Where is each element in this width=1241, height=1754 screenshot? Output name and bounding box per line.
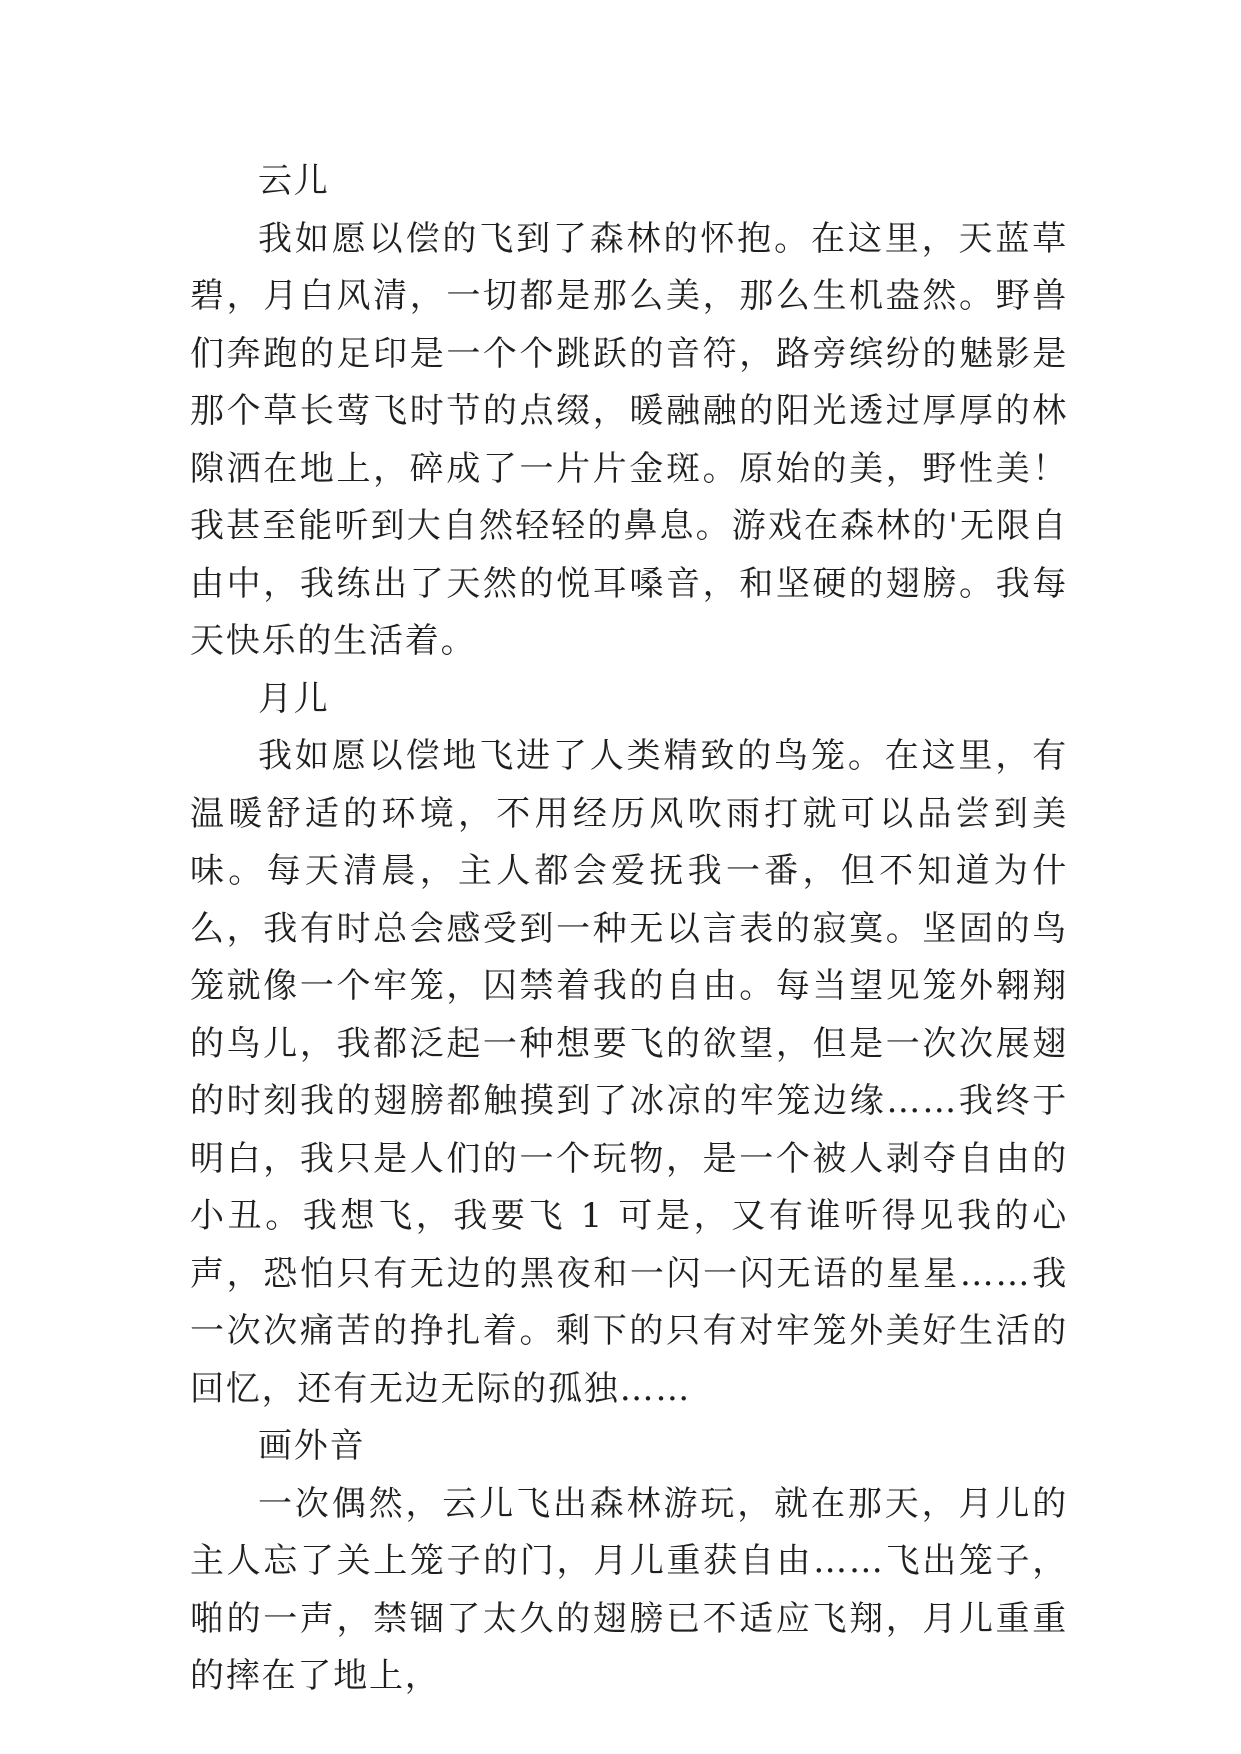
section-paragraph-voiceover: 一次偶然，云儿飞出森林游玩，就在那天，月儿的主人忘了关上笼子的门，月儿重获自由……飞出笼子，啪的一声，禁锢了太久的翅膀已不适应飞翔，月儿重重的摔在了地上， xyxy=(190,1483,1068,1696)
section-heading-voiceover: 画外音 xyxy=(258,1426,366,1466)
section-heading-yueer: 月儿 xyxy=(258,678,330,719)
section-heading-yuner: 云儿 xyxy=(258,161,330,201)
section-paragraph-yueer: 我如愿以偿地飞进了人类精致的鸟笼。在这里，有温暖舒适的环境，不用经历风吹雨打就可以品尝到美味。每天清晨，主人都会爱抚我一番，但不知道为什么，我有时总会感受到一种无以言表的寂寞。坚固的鸟笼就像一个牢笼，囚禁着我的自由。每当望见笼外翱翔的鸟儿，我都泛起一种想要飞的欲望，但是一次次展翅的时刻我的翅膀都触摸到了冰凉的牢笼边缘……我终于明白，我只是人们的一个玩物，是一个被人剥夺自由的小丑。我想飞，我要飞 1 可是，又有谁听得见我的心声，恐怕只有无边的黑夜和一闪一闪无语的星星……我一次次痛苦的挣扎着。剩下的只有对牢笼外美好生活的回忆，还有无边无际的孤独…… xyxy=(190,736,1068,1409)
section-paragraph-yuner: 我如愿以偿的飞到了森林的怀抱。在这里，天蓝草碧，月白风清，一切都是那么美，那么生机盎然。野兽们奔跑的足印是一个个跳跃的音符，路旁缤纷的魅影是那个草长莺飞时节的点缀，暖融融的阳光透过厚厚的林隙洒在地上，碎成了一片片金斑。原始的美，野性美！我甚至能听到大自然轻轻的鼻息。游戏在森林的'无限自由中，我练出了天然的悦耳嗓音，和坚硬的翅膀。我每天快乐的生活着。 xyxy=(190,218,1068,661)
document-body xyxy=(190,153,1068,1706)
